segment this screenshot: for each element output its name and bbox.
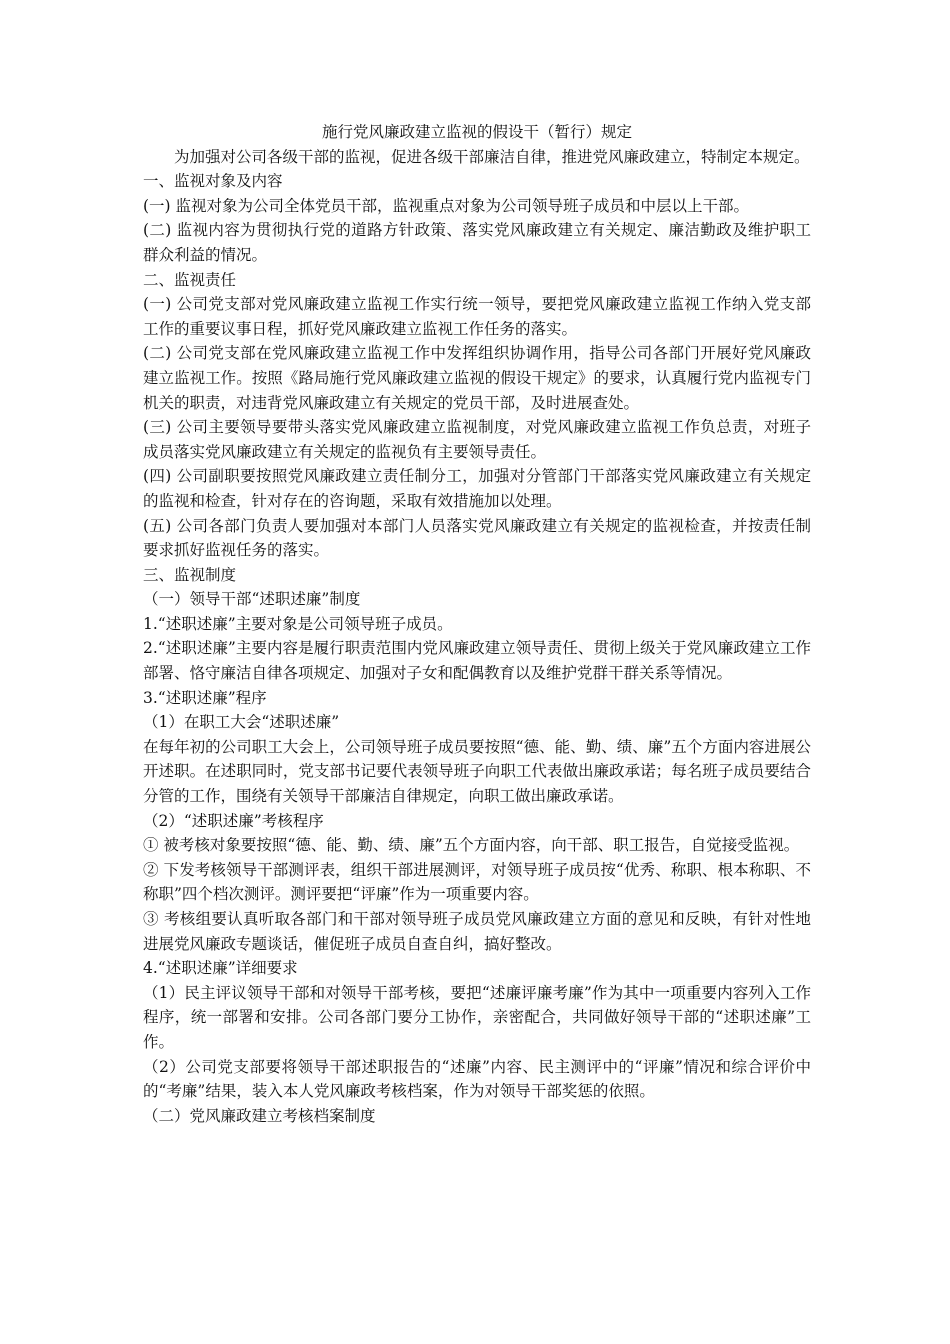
paragraph: 一、监视对象及内容 <box>143 172 283 191</box>
document-page <box>143 120 811 1128</box>
paragraph: (二) 监视内容为贯彻执行党的道路方针政策、落实党风廉政建立有关规定、廉洁勤政及维护职工群众利益的情况。 <box>143 221 811 264</box>
paragraph: （二）党风廉政建立考核档案制度 <box>143 1106 376 1125</box>
paragraph: （1）民主评议领导干部和对领导干部考核，要把“述廉评廉考廉”作为其中一项重要内容列入工作程序，统一部署和安排。公司各部门要分工协作，亲密配合，共同做好领导干部的“述职述廉”工作。 <box>143 983 811 1051</box>
paragraph: 二、监视责任 <box>143 270 237 289</box>
paragraph: 2.“述职述廉”主要内容是履行职责范围内党风廉政建立领导责任、贯彻上级关于党风廉政建立工作部署、恪守廉洁自律各项规定、加强对子女和配偶教育以及维护党群干群关系等情况。 <box>143 639 811 683</box>
paragraph: 三、监视制度 <box>143 565 237 584</box>
document-body <box>143 145 811 1129</box>
paragraph: (五) 公司各部门负责人要加强对本部门人员落实党风廉政建立有关规定的监视检查，并按责任制要求抓好监视任务的落实。 <box>143 516 811 560</box>
paragraph: ① 被考核对象要按照“德、能、勤、绩、廉”五个方面内容，向干部、职工报告，自觉接受监视。 <box>143 836 800 855</box>
paragraph: (一) 监视对象为公司全体党员干部，监视重点对象为公司领导班子成员和中层以上干部。 <box>143 196 750 215</box>
paragraph: (四) 公司副职要按照党风廉政建立责任制分工，加强对分管部门干部落实党风廉政建立有关规定的监视和检查，针对存在的咨询题，采取有效措施加以处理。 <box>143 467 811 510</box>
document-title: 施行党风廉政建立监视的假设干（暂行）规定 <box>321 123 632 141</box>
paragraph: 4.“述职述廉”详细要求 <box>143 959 298 978</box>
paragraph: （一）领导干部“述职述廉”制度 <box>143 590 361 609</box>
paragraph: ② 下发考核领导干部测评表，组织干部进展测评，对领导班子成员按“优秀、称职、根本称职、不称职”四个档次测评。测评要把“评廉”作为一项重要内容。 <box>143 860 811 904</box>
paragraph: ③ 考核组要认真听取各部门和干部对领导班子成员党风廉政建立方面的意见和反映，有针对性地进展党风廉政专题谈话，催促班子成员自查自纠，搞好整改。 <box>143 910 811 953</box>
paragraph: 在每年初的公司职工大会上，公司领导班子成员要按照“德、能、勤、绩、廉”五个方面内容进展公开述职。在述职同时，党支部书记要代表领导班子向职工代表做出廉政承诺；每名班子成员要结合分管的工作，围绕有关领导干部廉洁自律规定，向职工做出廉政承诺。 <box>143 737 811 806</box>
paragraph: 1.“述职述廉”主要对象是公司领导班子成员。 <box>143 614 453 633</box>
paragraph: （2）“述职述廉”考核程序 <box>143 811 324 830</box>
paragraph: （2）公司党支部要将领导干部述职报告的“述廉”内容、民主测评中的“评廉”情况和综合评价中的“考廉”结果，装入本人党风廉政考核档案，作为对领导干部奖惩的依照。 <box>143 1057 811 1101</box>
paragraph: 3.“述职述廉”程序 <box>143 688 267 707</box>
paragraph: （1）在职工大会“述职述廉” <box>143 713 340 732</box>
paragraph: (一) 公司党支部对党风廉政建立监视工作实行统一领导，要把党风廉政建立监视工作纳入党支部工作的重要议事日程，抓好党风廉政建立监视工作任务的落实。 <box>143 295 811 338</box>
paragraph: 为加强对公司各级干部的监视，促进各级干部廉洁自律，推进党风廉政建立，特制定本规定。 <box>174 147 810 166</box>
paragraph: (二) 公司党支部在党风廉政建立监视工作中发挥组织协调作用，指导公司各部门开展好党风廉政建立监视工作。按照《路局施行党风廉政建立监视的假设干规定》的要求，认真履行党内监视专门机关的职责，对违背党风廉政建立有关规定的党员干部，及时进展查处。 <box>143 344 811 412</box>
paragraph: (三) 公司主要领导要带头落实党风廉政建立监视制度，对党风廉政建立监视工作负总责，对班子成员落实党风廉政建立有关规定的监视负有主要领导责任。 <box>143 418 811 461</box>
